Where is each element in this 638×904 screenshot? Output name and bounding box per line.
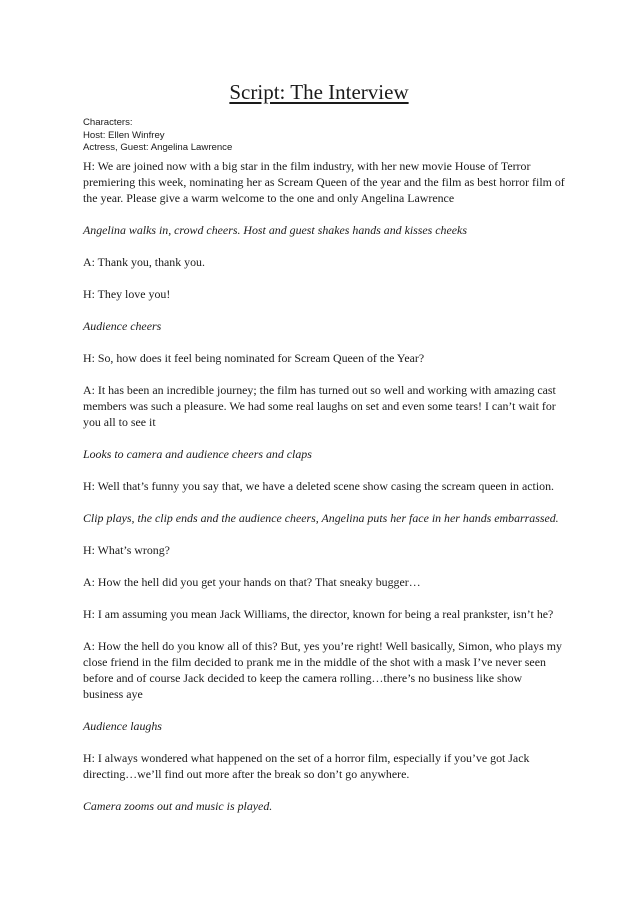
dialogue-line: A: It has been an incredible journey; the film has turned out so well and working with amazing cast members was such a pleasure. We had some real laughs on set and even some tears! I can’t wait for you all to see it xyxy=(83,383,556,429)
stage-direction: Clip plays, the clip ends and the audience cheers, Angelina puts her face in her hands embarrassed. xyxy=(83,511,559,525)
dialogue-line: A: How the hell do you know all of this? But, yes you’re right! Well basically, Simon, who plays my close friend in the film decided to prank me in the middle of the shot with a mask I’ve never seen before and of course Jack decided to keep the camera rolling…there’s no business like show business aye xyxy=(83,639,562,701)
actress-line: Actress, Guest: Angelina Lawrence xyxy=(83,142,233,154)
dialogue-line: H: I am assuming you mean Jack Williams, the director, known for being a real prankster, isn’t he? xyxy=(83,607,554,621)
dialogue-line: H: Well that’s funny you say that, we have a deleted scene show casing the scream queen in action. xyxy=(83,479,554,493)
script-title: Script: The Interview xyxy=(229,80,409,104)
characters-block xyxy=(83,117,563,155)
dialogue-line: H: So, how does it feel being nominated for Scream Queen of the Year? xyxy=(83,351,425,365)
stage-direction: Looks to camera and audience cheers and claps xyxy=(83,447,312,461)
script-body xyxy=(83,158,565,830)
characters-heading: Characters: xyxy=(83,117,133,128)
dialogue-line: A: Thank you, thank you. xyxy=(83,255,205,269)
dialogue-line: H: We are joined now with a big star in the film industry, with her new movie House of Terror premiering this week, nominating her as Scream Queen of the year and the film as best horror film of the year. Please give a warm welcome to the one and only Angelina Lawrence xyxy=(83,159,565,205)
dialogue-line: H: What’s wrong? xyxy=(83,543,170,557)
dialogue-line: H: I always wondered what happened on the set of a horror film, especially if you’ve got Jack directing…we’ll find out more after the break so don’t go anywhere. xyxy=(83,751,530,781)
stage-direction: Audience laughs xyxy=(83,719,162,733)
stage-direction: Camera zooms out and music is played. xyxy=(83,799,273,813)
stage-direction: Audience cheers xyxy=(83,319,162,333)
dialogue-line: H: They love you! xyxy=(83,287,171,301)
host-line: Host: Ellen Winfrey xyxy=(83,129,165,141)
stage-direction: Angelina walks in, crowd cheers. Host and guest shakes hands and kisses cheeks xyxy=(83,223,467,237)
dialogue-line: A: How the hell did you get your hands on that? That sneaky bugger… xyxy=(83,575,421,589)
